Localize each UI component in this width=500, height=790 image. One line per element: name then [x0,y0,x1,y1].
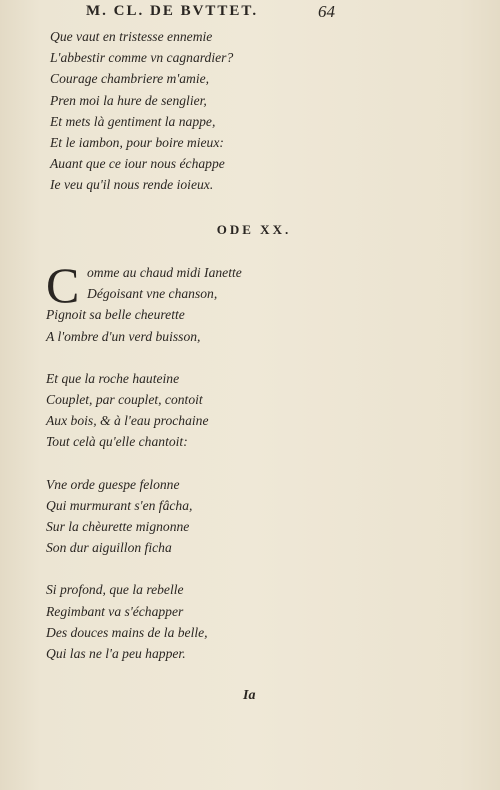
verse-line: A l'ombre d'un verd buisson, [46,328,201,344]
drop-cap: C [46,257,80,313]
verse-line: Aux bois, & à l'eau prochaine [46,413,209,429]
verse-line: Pren moi la hure de senglier, [50,92,207,108]
verse-line: Ie veu qu'il nous rende ioieux. [50,177,214,193]
verse-line: Vne orde guespe felonne [46,476,180,492]
page-number: 64 [318,2,335,21]
verse-line: Et que la roche hauteine [46,370,180,386]
verse-line: omme au chaud midi Ianette [87,265,242,280]
verse-line: Son dur aiguillon ficha [46,540,172,556]
top-stanza [50,26,233,196]
verse-line: Et le iambon, pour boire mieux: [50,135,224,151]
verse-line: Auant que ce iour nous échappe [50,156,225,172]
verse-line: L'abbestir comme vn cagnardier? [50,50,234,66]
running-title: M. CL. DE BVTTET. [86,3,259,19]
verse-line: Couplet, par couplet, contoit [46,392,203,408]
verse-line: Qui murmurant s'en fâcha, [46,497,193,513]
ode-body [46,257,242,685]
verse-line: Regimbant va s'échapper [46,603,184,619]
verse-line: Pignoit sa belle cheurette [46,307,185,323]
verse-line: Si profond, que la rebelle [46,582,184,598]
verse-line: Dégoisant vne chanson, [87,286,218,302]
verse-line: Tout celà qu'elle chantoit: [46,434,188,450]
verse-line: Qui las ne l'a peu happer. [46,646,186,662]
catchword: Ia [243,688,256,703]
ode-stanza [46,474,242,559]
ode-title: ODE XX. [216,222,292,237]
verse-line: Sur la chèurette mignonne [46,519,190,535]
verse-line: Des douces mains de la belle, [46,624,208,640]
ode-stanza [46,257,242,347]
verse-line: Et mets là gentiment la nappe, [50,113,216,129]
ode-stanza [46,579,242,664]
verse-line: Que vaut en tristesse ennemie [50,29,213,44]
ode-stanza [46,368,242,453]
verse-line: Courage chambriere m'amie, [50,71,210,87]
